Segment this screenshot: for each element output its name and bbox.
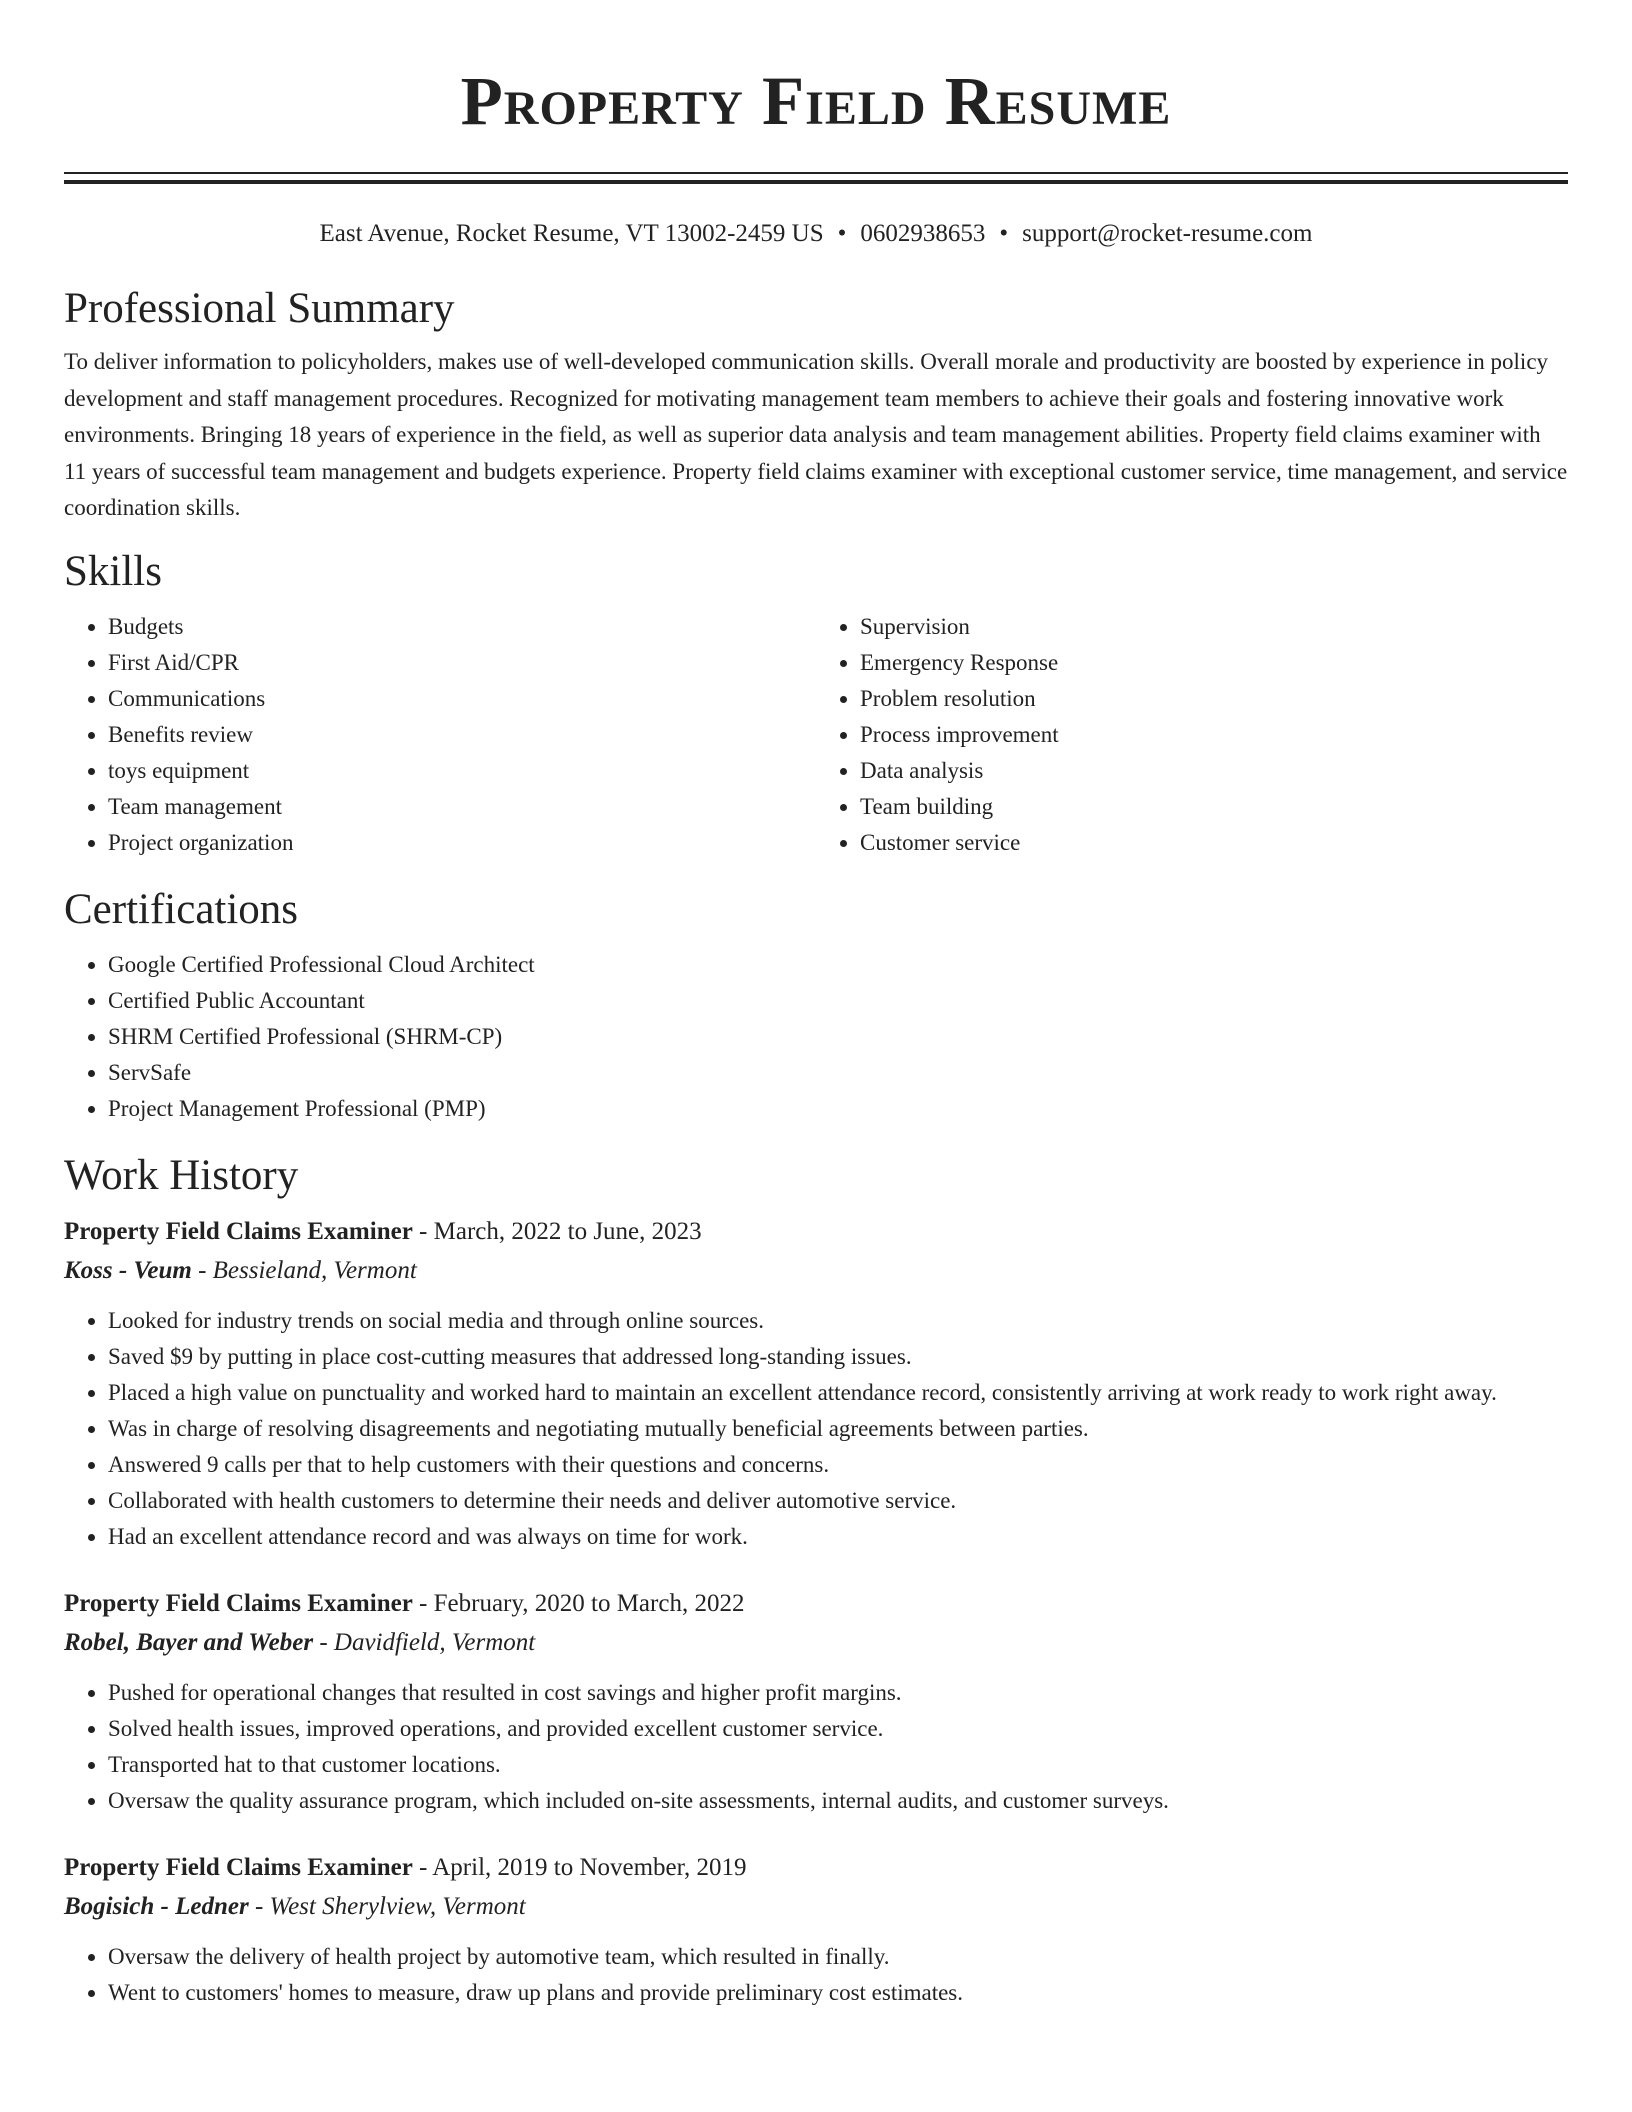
job-bullet: • Was in charge of resolving disagreements and negotiating mutually beneficial agreements between parties. [108, 1411, 1568, 1447]
contact-phone: 0602938653 [860, 220, 986, 247]
title-rule-thin [64, 172, 1568, 174]
job-company: Koss - Veum [64, 1256, 192, 1284]
job-company-line [64, 1623, 1568, 1663]
job-company-line [64, 1251, 1568, 1291]
job-bullets [64, 1675, 1568, 1819]
contact-separator: • [999, 220, 1009, 247]
job-entry [64, 1213, 1568, 1555]
skill-item: • Benefits review [108, 717, 816, 753]
certification-item: • ServSafe [108, 1055, 1568, 1091]
job-bullet: • Pushed for operational changes that resulted in cost savings and higher profit margins. [108, 1675, 1568, 1711]
job-bullet: • Solved health issues, improved operations, and provided excellent customer service. [108, 1711, 1568, 1747]
skill-item: • Problem resolution [860, 681, 1568, 717]
job-bullet: • Had an excellent attendance record and was always on time for work. [108, 1519, 1568, 1555]
job-title-line [64, 1849, 1568, 1887]
job-bullet: • Oversaw the delivery of health project by automotive team, which resulted in finally. [108, 1939, 1568, 1975]
job-company: Bogisich - Ledner [64, 1892, 249, 1920]
job-title-line [64, 1213, 1568, 1251]
job-bullet: • Oversaw the quality assurance program, which included on-site assessments, internal audits, and customer surveys. [108, 1783, 1568, 1819]
job-dates: - March, 2022 to June, 2023 [412, 1217, 702, 1245]
resume-title: Property Field Resume [460, 63, 1172, 139]
summary-heading: Professional Summary [64, 285, 455, 332]
certifications-list [64, 947, 1568, 1127]
skills-column-left [64, 609, 816, 861]
job-company: Robel, Bayer and Weber [64, 1628, 314, 1656]
job-location: - Bessieland, Vermont [191, 1256, 417, 1284]
job-bullets [64, 1303, 1568, 1555]
job-title: Property Field Claims Examiner [64, 1589, 413, 1617]
job-bullet: • Looked for industry trends on social media and through online sources. [108, 1303, 1568, 1339]
certification-item: • Certified Public Accountant [108, 983, 1568, 1019]
work-history-heading: Work History [64, 1151, 299, 1199]
certifications-heading: Certifications [64, 885, 299, 933]
job-location: - West Sherylview, Vermont [248, 1892, 526, 1920]
skill-item: • Supervision [860, 609, 1568, 645]
job-location: - Davidfield, Vermont [313, 1628, 536, 1656]
skill-item: • Team management [108, 789, 816, 825]
job-bullets [64, 1939, 1568, 2011]
job-company-line [64, 1887, 1568, 1927]
contact-email: support@rocket-resume.com [1022, 220, 1313, 247]
skill-item: • First Aid/CPR [108, 645, 816, 681]
skill-item: • Team building [860, 789, 1568, 825]
skill-item: • Emergency Response [860, 645, 1568, 681]
job-title: Property Field Claims Examiner [64, 1853, 413, 1881]
contact-separator: • [837, 220, 847, 247]
skill-item: • Budgets [108, 609, 816, 645]
skill-item: • Communications [108, 681, 816, 717]
contact-address: East Avenue, Rocket Resume, VT 13002-2459 US [319, 220, 824, 247]
job-bullet: • Collaborated with health customers to determine their needs and deliver automotive service. [108, 1483, 1568, 1519]
contact-line [64, 218, 1568, 250]
skill-item: • Customer service [860, 825, 1568, 861]
certification-item: • Google Certified Professional Cloud Architect [108, 947, 1568, 983]
skills-column-right [816, 609, 1568, 861]
job-title: Property Field Claims Examiner [64, 1217, 413, 1245]
summary-text: To deliver information to policyholders, makes use of well-developed communication skills. Overall morale and productivity are boosted by experience in policy development and staff management procedures. Recognized for motivating management team members to achieve their goals and fostering innovative work environments. Bringing 18 years of experience in the field, as well as superior data analysis and team management abilities. Property field claims examiner with 11 years of successful team management and budgets experience. Property field claims examiner with exceptional customer service, time management, and service coordination skills. [64, 349, 1568, 520]
skills-list [64, 609, 1568, 861]
job-bullet: • Transported hat to that customer locations. [108, 1747, 1568, 1783]
skill-item: • Project organization [108, 825, 816, 861]
skill-item: • Data analysis [860, 753, 1568, 789]
job-bullet: • Went to customers' homes to measure, draw up plans and provide preliminary cost estimates. [108, 1975, 1568, 2011]
skill-item: • toys equipment [108, 753, 816, 789]
skill-item: • Process improvement [860, 717, 1568, 753]
certification-item: • Project Management Professional (PMP) [108, 1091, 1568, 1127]
job-bullet: • Placed a high value on punctuality and worked hard to maintain an excellent attendance record, consistently arriving at work ready to work right away. [108, 1375, 1568, 1411]
job-dates: - February, 2020 to March, 2022 [412, 1589, 745, 1617]
skills-heading: Skills [64, 547, 162, 595]
job-bullet: • Answered 9 calls per that to help customers with their questions and concerns. [108, 1447, 1568, 1483]
resume-page [64, 0, 1568, 2011]
job-title-line [64, 1585, 1568, 1623]
job-dates: - April, 2019 to November, 2019 [412, 1853, 747, 1881]
job-bullet: • Saved $9 by putting in place cost-cutting measures that addressed long-standing issues. [108, 1339, 1568, 1375]
job-entry [64, 1849, 1568, 2011]
job-entry [64, 1585, 1568, 1819]
certification-item: • SHRM Certified Professional (SHRM-CP) [108, 1019, 1568, 1055]
title-rule-thick [64, 180, 1568, 184]
